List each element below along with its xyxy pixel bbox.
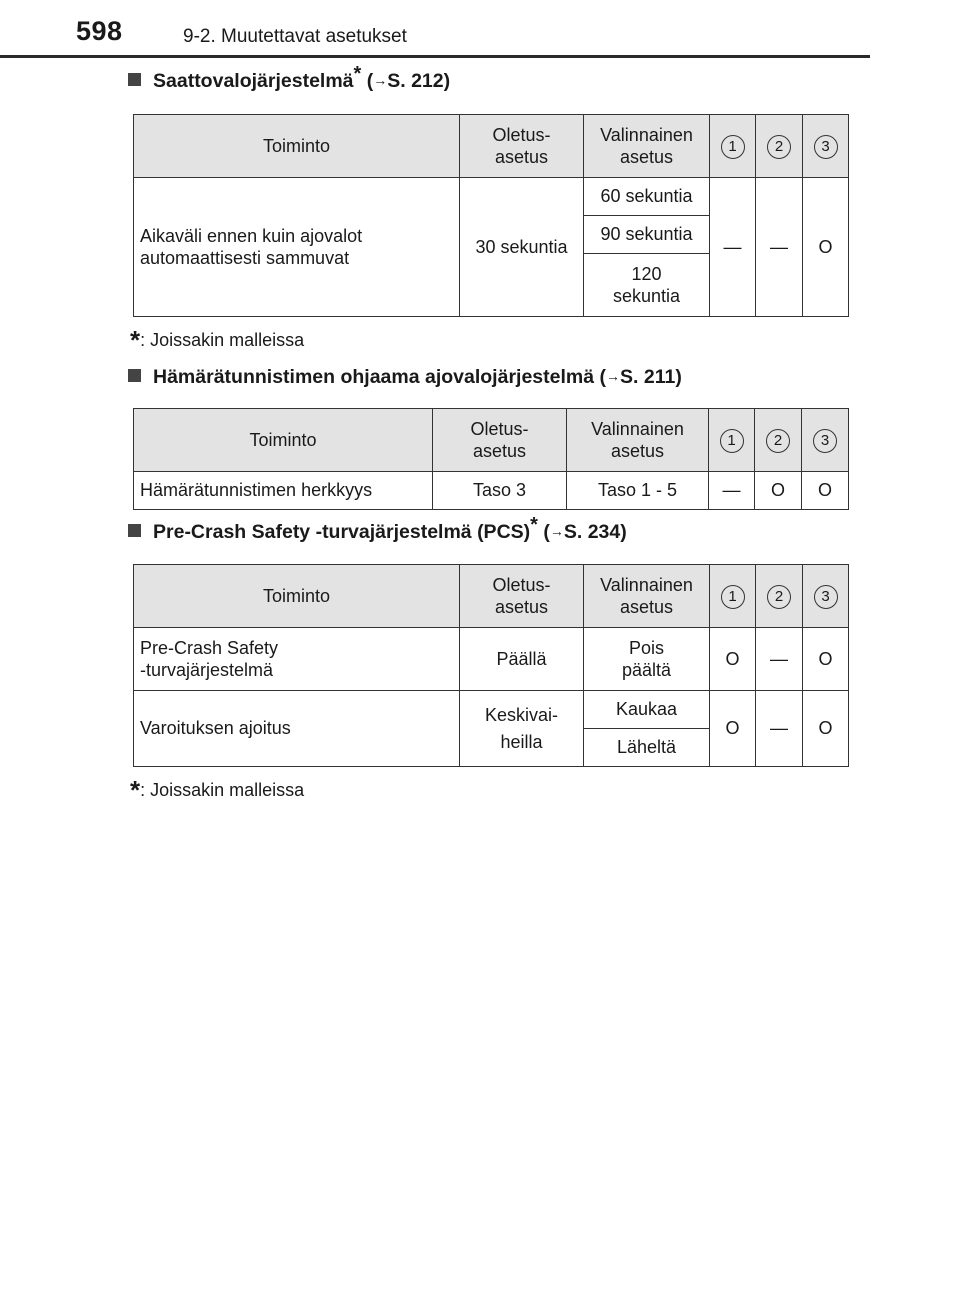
function-cell: Aikaväli ennen kuin ajovalot automaattisesti sammuvat [134,178,460,317]
column-header [755,409,802,472]
customize-cell-2: — [756,628,803,691]
customize-cell-1: — [709,472,755,510]
default-cell: Keskivai- heilla [460,691,584,767]
customize-cell-3: O [803,691,849,767]
settings-table-saattovalo [133,114,849,317]
column-header [710,115,756,178]
customize-cell-3: O [802,472,849,510]
option-cell: 120 sekuntia [584,254,710,317]
circled-number-1: 1 [721,585,745,609]
footnote [130,325,304,356]
customize-cell-1: O [710,691,756,767]
page-number: 598 [76,16,123,46]
section-title: Hämärätunnistimen ohjaama ajovalojärjestelmä [153,366,595,388]
footnote-text: : Joissakin malleissa [140,780,305,800]
column-header [756,115,803,178]
default-cell: Päällä [460,628,584,691]
square-bullet-icon [128,73,141,86]
arrow-right-icon: → [373,72,388,88]
circled-number-1: 1 [720,429,744,453]
asterisk-mark: * [530,514,538,536]
column-header: Valinnainen asetus [584,565,710,628]
section-heading-pcs [128,514,627,544]
column-header [802,409,849,472]
page-reference[interactable]: S. 211) [620,366,682,388]
customize-cell-1: O [710,628,756,691]
customize-cell-3: O [803,628,849,691]
footnote-text: : Joissakin malleissa [140,330,305,350]
column-header: Valinnainen asetus [567,409,709,472]
table-header-row [134,565,849,628]
asterisk-mark: * [130,775,141,805]
ref-prefix: ( [543,521,550,543]
circled-number-3: 3 [813,429,837,453]
customize-cell-2: — [756,178,803,317]
page-reference[interactable]: S. 234) [563,521,627,543]
customize-cell-2: — [756,691,803,767]
column-header [756,565,803,628]
column-header: Toiminto [134,565,460,628]
function-cell: Pre-Crash Safety -turvajärjestelmä [134,628,460,691]
function-cell: Varoituksen ajoitus [134,691,460,767]
table-row [134,178,849,216]
column-header: Valinnainen asetus [584,115,710,178]
asterisk-mark: * [130,325,141,355]
option-cell: Läheltä [584,729,710,767]
option-cell: Pois päältä [584,628,710,691]
table-header-row [134,115,849,178]
option-cell: Taso 1 - 5 [567,472,709,510]
column-header: Toiminto [134,115,460,178]
ref-prefix: ( [599,366,607,388]
ref-prefix: ( [366,70,374,92]
column-header: Oletus- asetus [433,409,567,472]
square-bullet-icon [128,524,141,537]
default-cell: 30 sekuntia [460,178,584,317]
square-bullet-icon [128,369,141,382]
function-cell: Hämärätunnistimen herkkyys [134,472,433,510]
header-rule [0,55,870,58]
column-header [710,565,756,628]
circled-number-2: 2 [767,585,791,609]
table-row [134,628,849,691]
option-cell: Kaukaa [584,691,710,729]
column-header [803,565,849,628]
customize-cell-3: O [803,178,849,317]
settings-table-hamaratunnistin [133,408,849,510]
settings-table-pcs [133,564,849,767]
column-header: Oletus- asetus [460,115,584,178]
arrow-right-icon: → [549,523,564,539]
page-reference[interactable]: S. 212) [387,70,451,92]
circled-number-1: 1 [721,135,745,159]
asterisk-mark: * [353,63,362,85]
section-title: Pre-Crash Safety -turvajärjestelmä (PCS) [153,521,531,543]
section-title: Saattovalojärjestelmä [153,70,354,92]
footnote [130,775,304,806]
customize-cell-1: — [710,178,756,317]
table-header-row [134,409,849,472]
column-header [803,115,849,178]
column-header: Oletus- asetus [460,565,584,628]
section-heading-saattovalo [128,63,451,93]
customize-cell-2: O [755,472,802,510]
option-cell: 60 sekuntia [584,178,710,216]
circled-number-2: 2 [766,429,790,453]
table-row [134,691,849,729]
option-cell: 90 sekuntia [584,216,710,254]
arrow-right-icon: → [606,368,621,384]
column-header [709,409,755,472]
section-heading-hamaratunnistin [128,366,682,389]
chapter-title: 9-2. Muutettavat asetukset [183,26,407,47]
column-header: Toiminto [134,409,433,472]
default-cell: Taso 3 [433,472,567,510]
circled-number-3: 3 [814,135,838,159]
table-row [134,472,849,510]
circled-number-3: 3 [814,585,838,609]
circled-number-2: 2 [767,135,791,159]
